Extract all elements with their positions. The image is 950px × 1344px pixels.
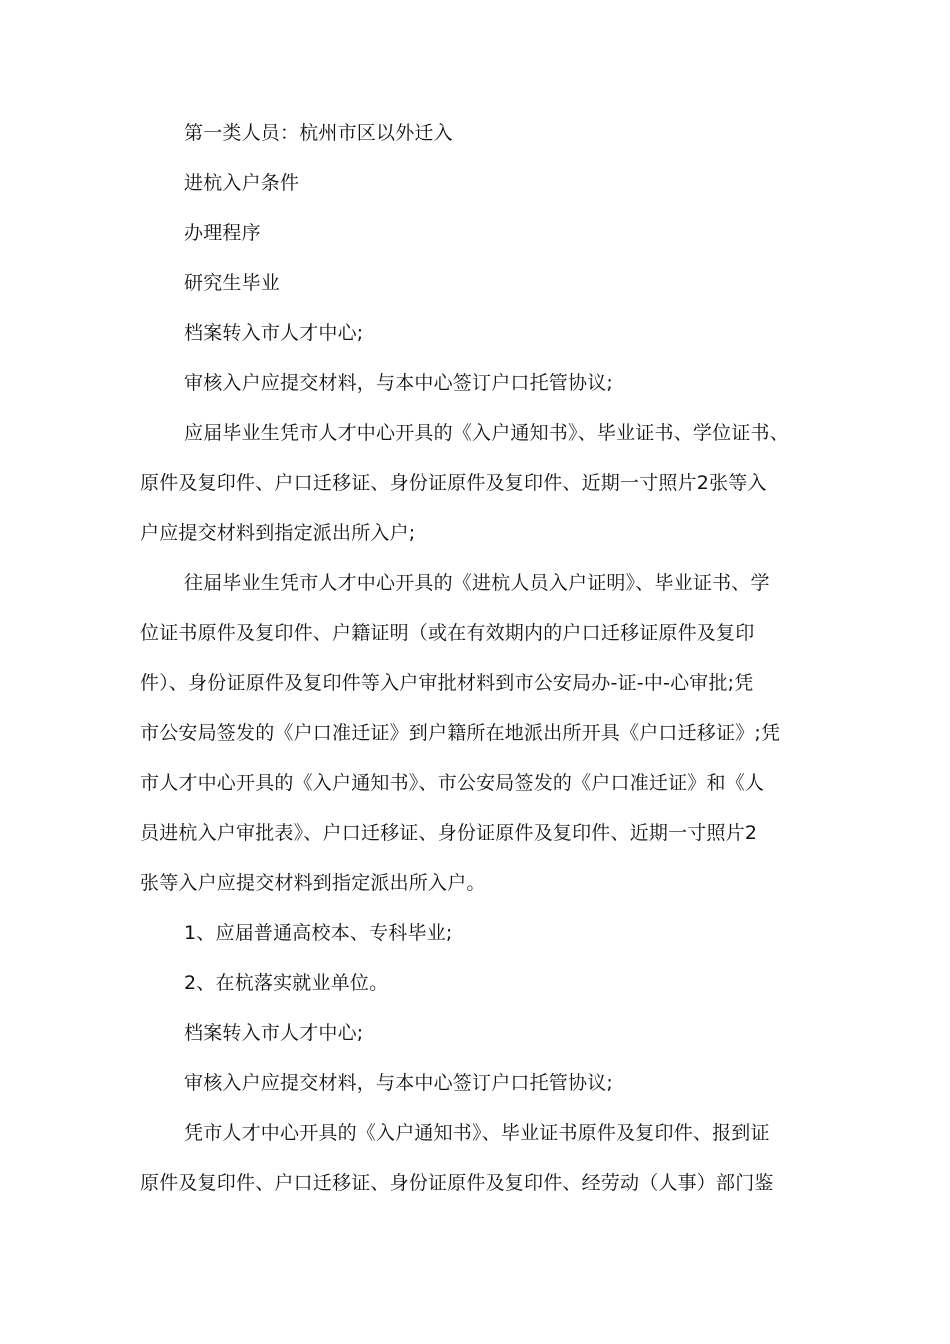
text-line: 位证书原件及复印件、户籍证明（或在有效期内的户口迁移证原件及复印 xyxy=(140,622,755,644)
text-line: 市人才中心开具的《入户通知书》、市公安局签发的《户口准迁证》和《人 xyxy=(140,772,765,794)
heading-graduate: 研究生毕业 xyxy=(184,272,281,294)
text-line: 凭市人才中心开具的《入户通知书》、毕业证书原件及复印件、报到证 xyxy=(184,1122,770,1144)
list-item: 2、在杭落实就业单位。 xyxy=(184,972,389,994)
text-line: 原件及复印件、户口迁移证、身份证原件及复印件、经劳动（人事）部门鉴 xyxy=(140,1172,774,1194)
heading-conditions: 进杭入户条件 xyxy=(184,172,300,194)
text-line: 户应提交材料到指定派出所入户; xyxy=(140,522,416,544)
heading-category-one: 第一类人员：杭州市区以外迁入 xyxy=(184,122,453,144)
text-line: 往届毕业生凭市人才中心开具的《进杭人员入户证明》、毕业证书、学 xyxy=(184,572,770,594)
text-line: 审核入户应提交材料，与本中心签订户口托管协议; xyxy=(184,372,614,394)
text-line: 审核入户应提交材料，与本中心签订户口托管协议; xyxy=(184,1072,614,1094)
text-line: 档案转入市人才中心; xyxy=(184,1022,364,1044)
text-line: 档案转入市人才中心; xyxy=(184,322,364,344)
heading-procedure: 办理程序 xyxy=(184,222,261,244)
text-line: 应届毕业生凭市人才中心开具的《入户通知书》、毕业证书、学位证书、 xyxy=(184,422,789,444)
text-line: 原件及复印件、户口迁移证、身份证原件及复印件、近期一寸照片2张等入 xyxy=(140,472,767,494)
text-line: 张等入户应提交材料到指定派出所入户。 xyxy=(140,872,486,894)
text-line: 员进杭入户审批表》、户口迁移证、身份证原件及复印件、近期一寸照片2 xyxy=(140,822,758,844)
text-line: 市公安局签发的《户口准迁证》到户籍所在地派出所开具《户口迁移证》;凭 xyxy=(140,722,781,744)
list-item: 1、应届普通高校本、专科毕业; xyxy=(184,922,453,944)
text-line: 件）、身份证原件及复印件等入户审批材料到市公安局办-证-中-心审批;凭 xyxy=(140,672,754,694)
